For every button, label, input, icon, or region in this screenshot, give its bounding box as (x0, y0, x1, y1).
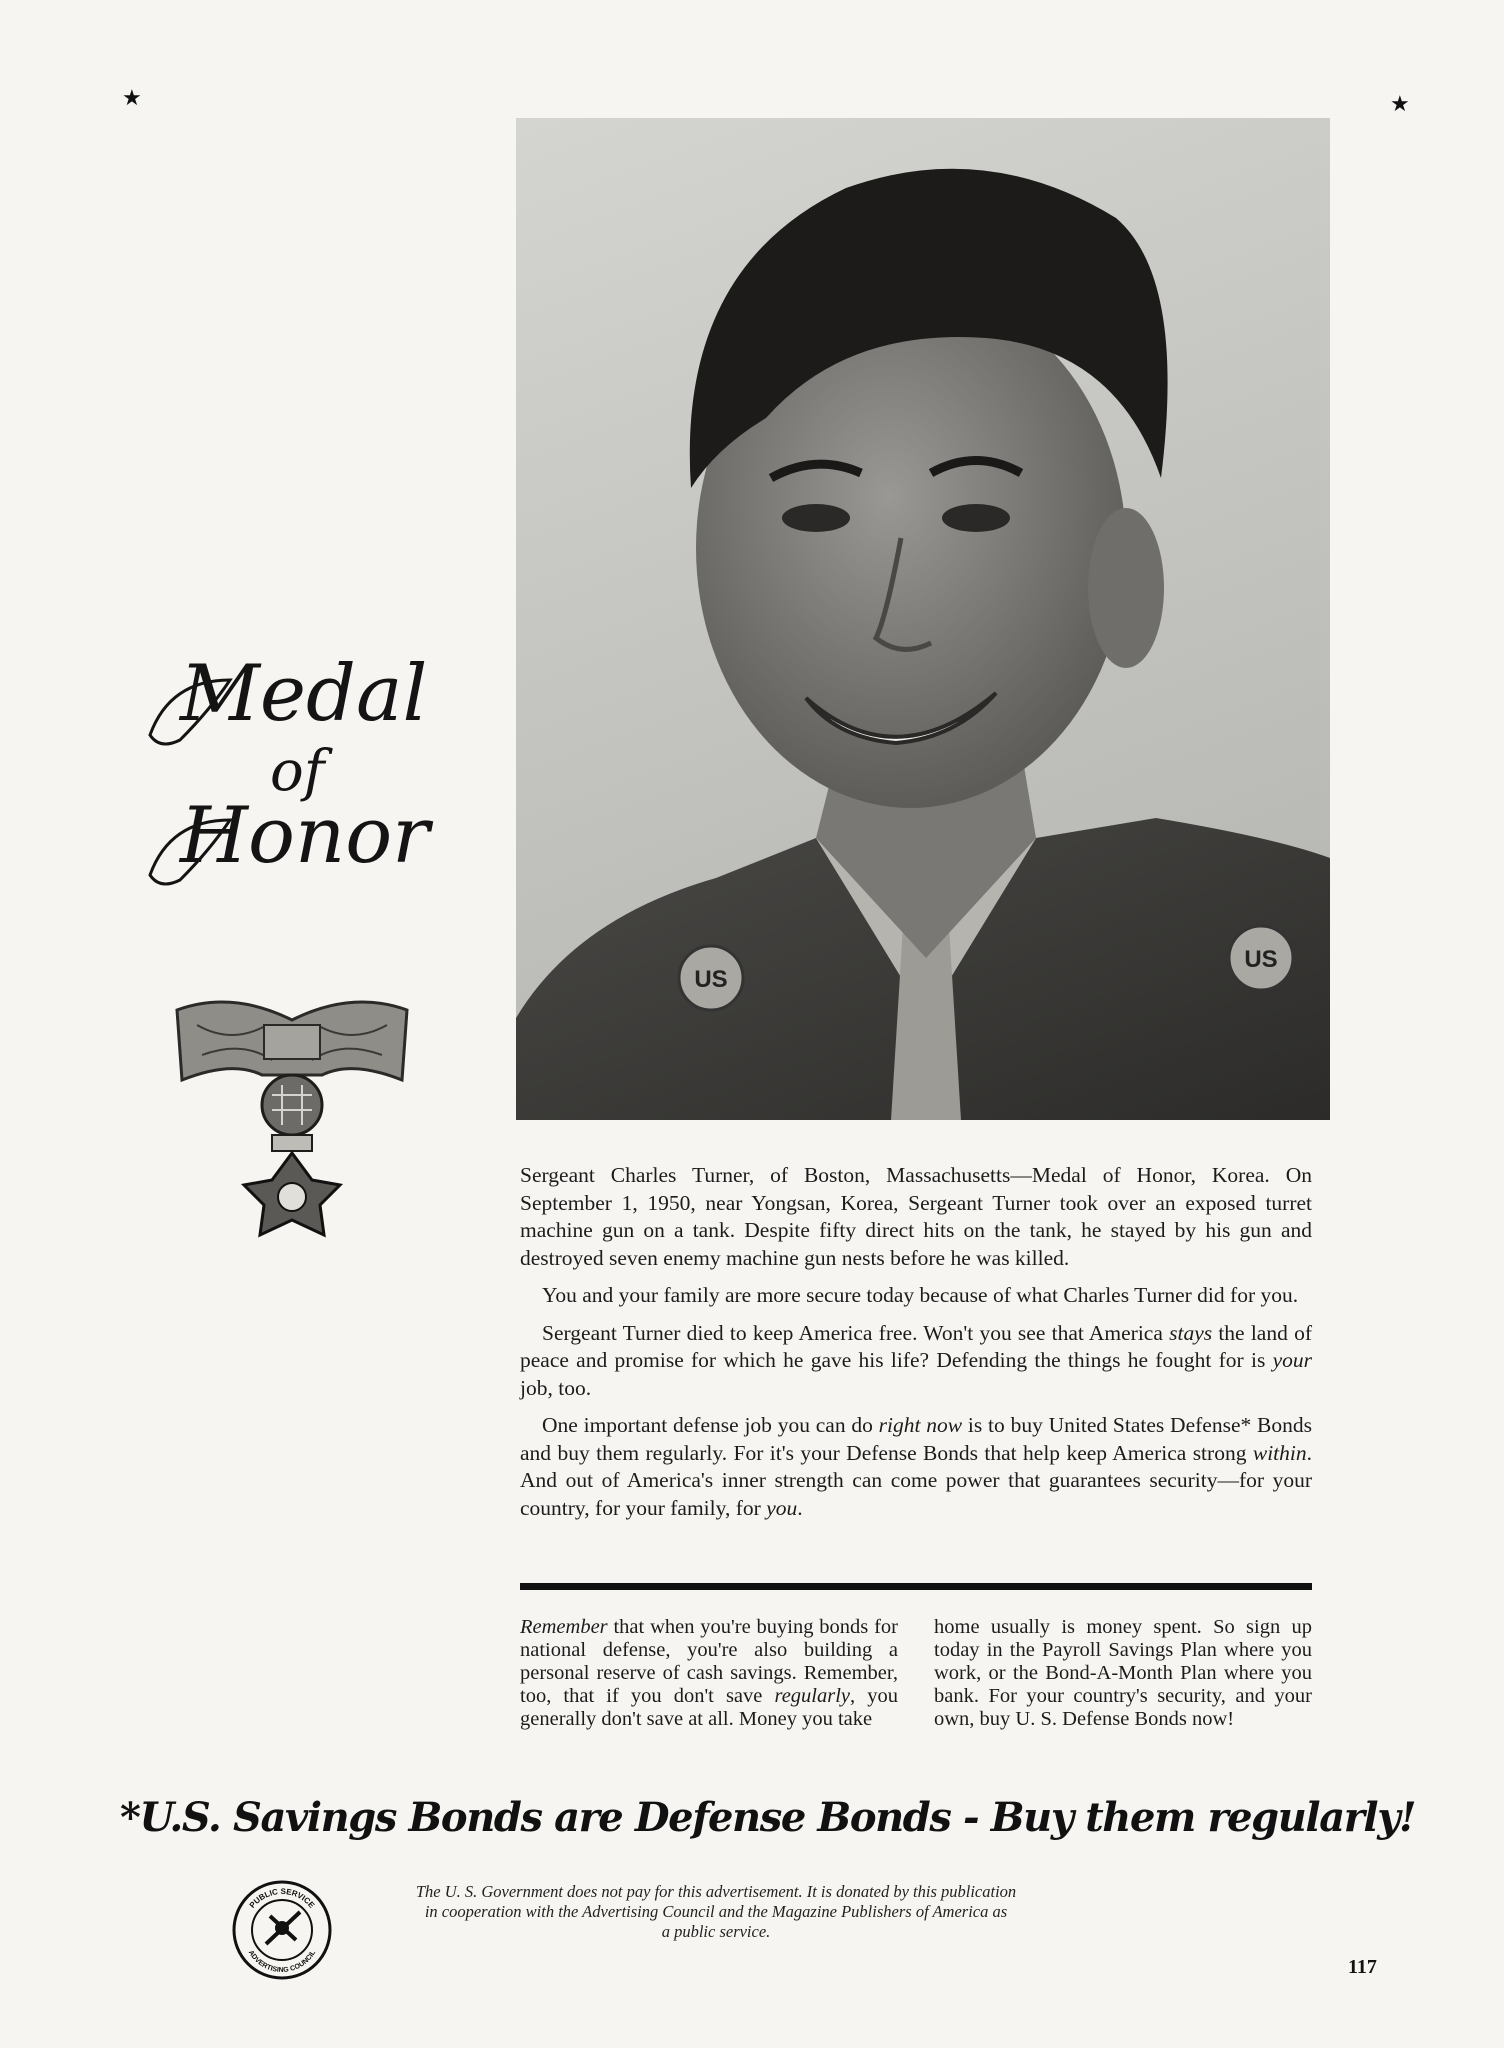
seal-bottom-text: ADVERTISING COUNCIL (246, 1949, 318, 1975)
collar-insignia-left: US (694, 966, 728, 993)
advertising-council-seal (230, 1878, 334, 1982)
heading-line-medal: Medal (180, 649, 428, 739)
article-body (520, 1162, 1312, 1532)
body-paragraph-2: You and your family are more secure today because of what Charles Turner did for you. (542, 1283, 1299, 1307)
star-ornament-left: ★ (122, 86, 142, 111)
column-left: Remember that when you're buying bonds for national defense, you're also building a personal reserve of cash savings. Remember, too, that if you don't save regularly, you generally don't save at all. Money you take (520, 1616, 899, 1730)
slogan-headline: *U.S. Savings Bonds are Defense Bonds - Buy them regularly! (120, 1794, 1416, 1841)
collar-insignia-right: US (1244, 946, 1278, 973)
medal-of-honor-heading (140, 640, 460, 900)
seal-top-text: PUBLIC SERVICE (247, 1886, 317, 1910)
medal-of-honor-illustration (172, 985, 412, 1255)
star-ornament-right: ★ (1390, 92, 1410, 117)
divider-rule (520, 1583, 1312, 1590)
page-number: 117 (1348, 1956, 1377, 1978)
two-column-copy (520, 1616, 1312, 1731)
heading-line-of: of (270, 739, 325, 804)
body-paragraph-1: Sergeant Charles Turner, of Boston, Massachusetts—Medal of Honor, Korea. On September 1, 1950, near Yongsan, Korea, Sergeant Turner took over an exposed turret machine gun on a tank. Despite fifty direct hits on the tank, he stayed by his gun and destroyed seven enemy machine gun nests before he was killed. (520, 1163, 1312, 1270)
portrait-photo (516, 118, 1330, 1120)
body-paragraph-3: Sergeant Turner died to keep America free. Won't you see that America stays the land of peace and promise for which he gave his life? Defending the things he fought for is your job, too. (520, 1320, 1312, 1400)
column-right: home usually is money spent. So sign up today in the Payroll Savings Plan where you work, or the Bond-A-Month Plan where you bank. For your country's security, and your own, buy U. S. Defense Bonds now! (934, 1616, 1312, 1730)
body-paragraph-4: One important defense job you can do right now is to buy United States Defense* Bonds and buy them regularly. For it's your Defense Bonds that help keep America strong within. And out of America's inner strength can come power that guarantees security—for your country, for your family, for you. (520, 1413, 1312, 1520)
disclaimer-text: The U. S. Government does not pay for this advertisement. It is donated by this publication in cooperation with the Advertising Council and the Magazine Publishers of America as a public service. (415, 1882, 1017, 1941)
heading-line-honor: Honor (180, 791, 430, 881)
